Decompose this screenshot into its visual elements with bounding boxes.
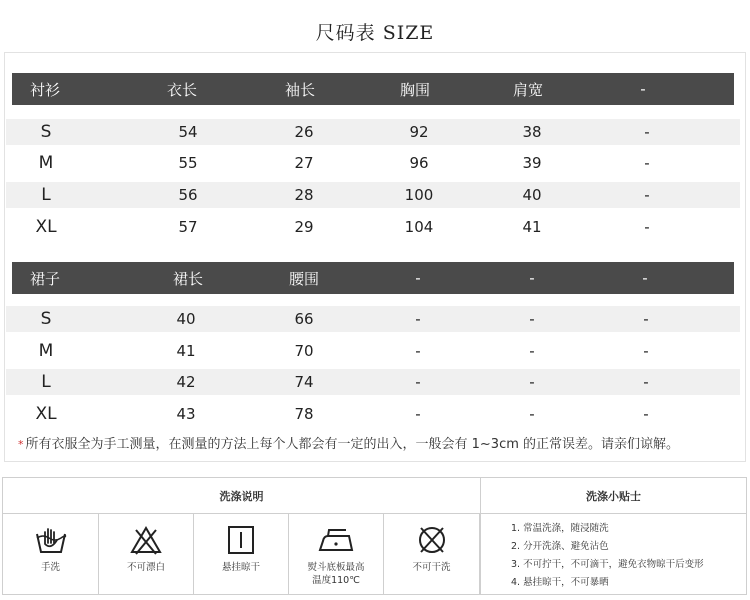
skirt-cell: 42: [176, 373, 196, 391]
shirt-cell: 28: [294, 186, 314, 204]
skirt-cell: -: [643, 405, 649, 423]
shirt-header-sleeve: 袖长: [284, 80, 315, 99]
shirt-header-category: 衬衫: [30, 80, 61, 99]
shirt-row: [6, 214, 740, 240]
shirt-header-length: 衣长: [166, 80, 197, 99]
shirt-size: M: [38, 153, 54, 173]
page-title: 尺码表 SIZE: [315, 22, 435, 44]
skirt-cell: 41: [176, 342, 196, 360]
wash-instructions-title: 洗涤说明: [3, 478, 480, 514]
skirt-size: M: [38, 341, 54, 361]
shirt-cell: 39: [522, 154, 542, 172]
shirt-cell: 40: [522, 186, 542, 204]
wash-item-hang-dry: [194, 514, 289, 594]
shirt-cell: 104: [404, 218, 434, 236]
shirt-cell: -: [644, 123, 650, 141]
shirt-size: S: [40, 122, 52, 142]
shirt-row: [6, 182, 740, 208]
wash-tip: 1. 常温洗涤，随浸随洗: [511, 523, 609, 534]
shirt-cell: 55: [178, 154, 198, 172]
shirt-cell: 29: [294, 218, 314, 236]
iron-icon: [289, 524, 383, 558]
wash-item-iron: [289, 514, 384, 594]
skirt-cell: -: [529, 342, 535, 360]
shirt-cell: 26: [294, 123, 314, 141]
shirt-header-row: [12, 73, 734, 105]
skirt-cell: 66: [294, 310, 314, 328]
skirt-size: XL: [35, 404, 57, 424]
shirt-header-blank: -: [640, 80, 646, 98]
skirt-cell: -: [529, 373, 535, 391]
wash-item-no-bleach: [99, 514, 194, 594]
no-bleach-icon: [99, 524, 193, 558]
wash-item-label: 手洗: [40, 562, 60, 573]
wash-item-hand-wash: [3, 514, 99, 594]
note-text: 所有衣服全为手工测量，在测量的方法上每个人都会有一定的出入，一般会有 1~3cm 的正常误差。请亲们谅解。: [25, 437, 680, 452]
wash-tip: 4. 悬挂晾干，不可暴晒: [511, 577, 609, 588]
skirt-cell: -: [643, 373, 649, 391]
wash-tip: 3. 不可拧干，不可滴干，避免衣物晾干后变形: [511, 559, 704, 570]
skirt-cell: -: [415, 373, 421, 391]
skirt-row: [6, 401, 740, 427]
skirt-header-row: [12, 262, 734, 294]
skirt-header-blank: -: [529, 269, 535, 287]
shirt-cell: 100: [404, 186, 434, 204]
shirt-cell: -: [644, 218, 650, 236]
shirt-cell: 41: [522, 218, 542, 236]
shirt-header-shoulder: 肩宽: [512, 80, 543, 99]
shirt-cell: 56: [178, 186, 198, 204]
skirt-row: [6, 338, 740, 364]
skirt-cell: -: [415, 342, 421, 360]
skirt-cell: -: [529, 310, 535, 328]
measurement-note: [18, 433, 748, 452]
shirt-cell: 57: [178, 218, 198, 236]
shirt-cell: 54: [178, 123, 198, 141]
skirt-cell: 40: [176, 310, 196, 328]
skirt-cell: -: [529, 405, 535, 423]
wash-tip: 2. 分开洗涤、避免沾色: [511, 541, 609, 552]
shirt-cell: 38: [522, 123, 542, 141]
skirt-header-blank: -: [415, 269, 421, 287]
skirt-cell: -: [643, 342, 649, 360]
skirt-size: L: [41, 372, 51, 392]
skirt-cell: 78: [294, 405, 314, 423]
hang-dry-icon: [194, 524, 288, 558]
shirt-header-chest: 胸围: [399, 80, 430, 99]
wash-care-panel: [2, 477, 747, 595]
shirt-cell: -: [644, 154, 650, 172]
no-dry-clean-icon: [384, 524, 479, 558]
skirt-cell: -: [415, 310, 421, 328]
wash-item-label: 悬挂晾干: [221, 562, 260, 573]
shirt-row: [6, 119, 740, 145]
wash-item-label: 不可漂白: [126, 562, 165, 573]
wash-tips-list: [480, 514, 746, 594]
skirt-header-category: 裙子: [30, 269, 61, 288]
wash-item-no-dry-clean: [384, 514, 480, 594]
skirt-row: [6, 369, 740, 395]
shirt-cell: -: [644, 186, 650, 204]
shirt-cell: 27: [294, 154, 314, 172]
note-star: *: [18, 438, 24, 451]
skirt-cell: 43: [176, 405, 196, 423]
skirt-header-waist: 腰围: [288, 269, 319, 288]
skirt-cell: -: [643, 310, 649, 328]
skirt-header-length: 裙长: [172, 269, 203, 288]
skirt-cell: -: [415, 405, 421, 423]
wash-tips-title: 洗涤小贴士: [480, 478, 746, 514]
skirt-size: S: [40, 309, 52, 329]
skirt-cell: 74: [294, 373, 314, 391]
wash-item-label: 熨斗底板最高 温度110℃: [307, 562, 365, 586]
skirt-header-blank: -: [642, 269, 648, 287]
wash-item-label: 不可干洗: [412, 562, 451, 573]
skirt-row: [6, 306, 740, 332]
shirt-cell: 96: [409, 154, 429, 172]
shirt-size: XL: [35, 217, 57, 237]
shirt-row: [6, 150, 740, 176]
shirt-cell: 92: [409, 123, 429, 141]
shirt-size: L: [41, 185, 51, 205]
skirt-cell: 70: [294, 342, 314, 360]
hand-wash-icon: [3, 524, 98, 558]
